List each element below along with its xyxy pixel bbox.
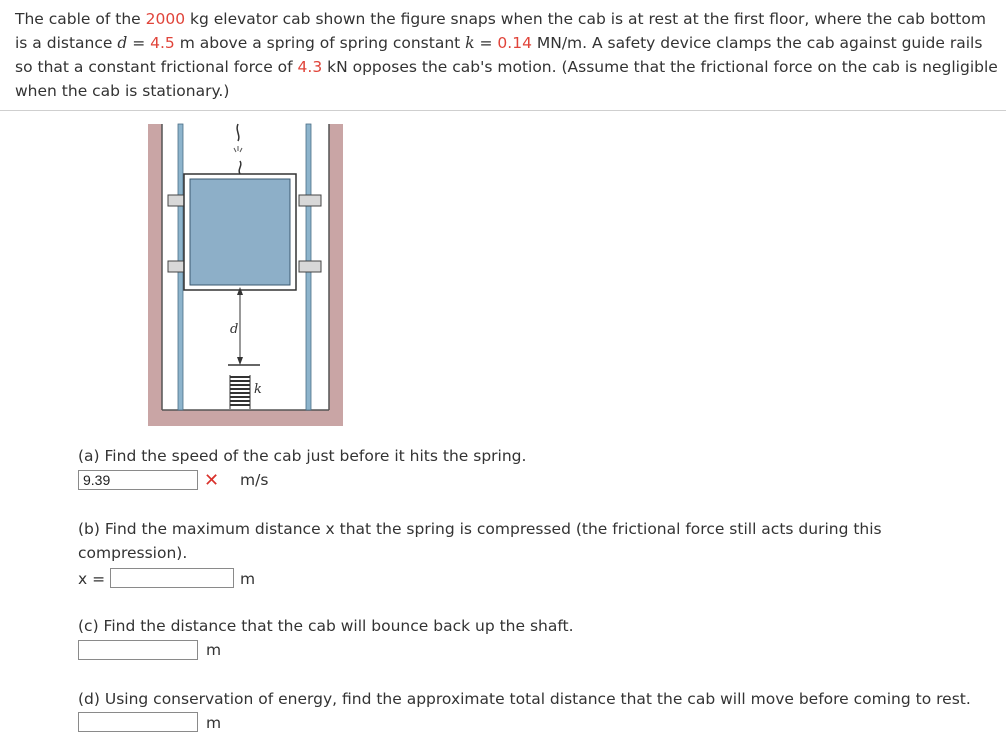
unit-b: m — [240, 570, 256, 588]
mass-value: 2000 — [145, 10, 186, 28]
question-b: (b) Find the maximum distance x that the spring is compressed (the frictional force still acts during this compression). — [78, 520, 882, 562]
problem-text: kg elevator cab shown the figure snaps when the cab is at rest at the first floor, where the cab bottom is a distance — [15, 10, 986, 52]
k-label: k — [254, 382, 262, 397]
question-d: (d) Using conservation of energy, find the approximate total distance that the cab will move before coming to rest. — [78, 690, 971, 708]
unit-c: m — [206, 641, 222, 659]
right-wall — [329, 124, 343, 426]
d-symbol: d — [117, 34, 128, 52]
problem-text: kN opposes the cab's motion. (Assume that the frictional force on the cab is negligible when the cab is stationary.) — [15, 58, 998, 100]
problem-text: The cable of the — [15, 10, 146, 28]
problem-statement — [15, 7, 1000, 103]
question-a: (a) Find the speed of the cab just before it hits the spring. — [78, 447, 527, 465]
right-lower-clamp — [299, 261, 321, 272]
distance-value: 4.5 — [150, 34, 175, 52]
left-wall — [148, 124, 162, 426]
section-divider — [0, 110, 1006, 111]
spring-constant-value: 0.14 — [497, 34, 532, 52]
elevator-figure — [148, 121, 343, 427]
problem-text: = — [474, 34, 498, 52]
k-symbol: k — [465, 34, 475, 52]
friction-value: 4.3 — [297, 58, 323, 76]
problem-text: m above a spring of spring constant — [174, 34, 466, 52]
x-mark-icon: ✕ — [204, 470, 220, 491]
right-upper-clamp — [299, 195, 321, 206]
unit-d: m — [206, 714, 222, 732]
elevator-diagram — [148, 121, 343, 427]
shaft-floor — [148, 410, 343, 426]
question-c: (c) Find the distance that the cab will bounce back up the shaft. — [78, 617, 574, 635]
answer-b-input[interactable] — [110, 568, 234, 588]
x-label: x = — [78, 570, 106, 588]
answer-c-input[interactable] — [78, 640, 198, 660]
problem-text: = — [127, 34, 151, 52]
d-label: d — [230, 322, 239, 337]
unit-a: m/s — [240, 471, 269, 489]
problem-text: MN/m. A safety device clamps the cab against guide rails so that a constant frictional force of — [15, 34, 983, 76]
answer-a-input[interactable] — [78, 470, 198, 490]
answer-d-input[interactable] — [78, 712, 198, 732]
elevator-cab — [190, 179, 290, 285]
